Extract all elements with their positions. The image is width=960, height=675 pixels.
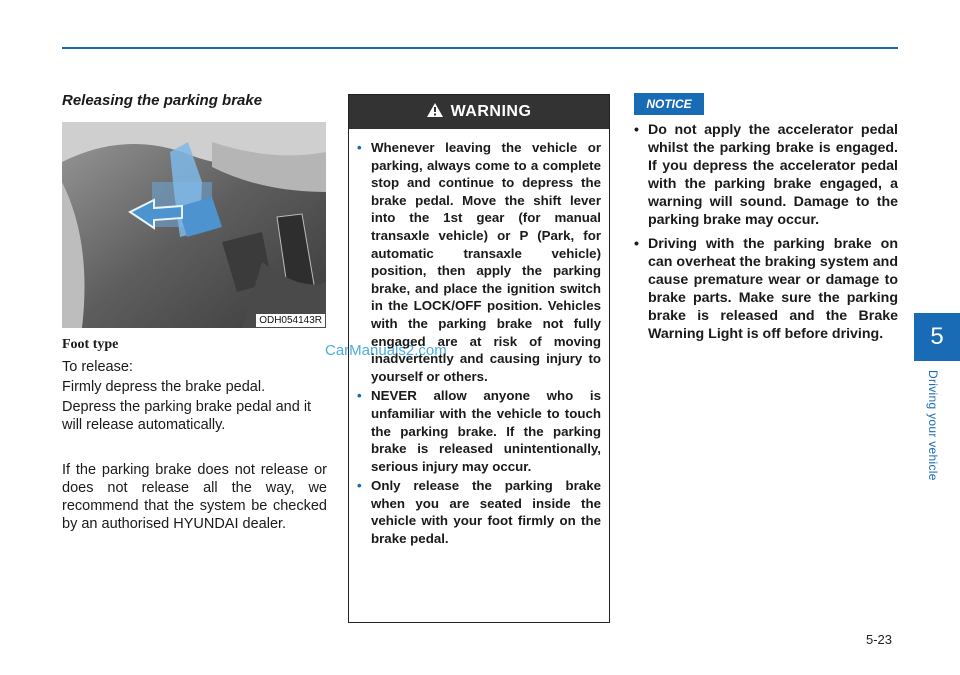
section-heading: Releasing the parking brake	[62, 92, 263, 109]
bullet-icon: •	[634, 236, 639, 252]
warning-item: • Only release the parking brake when you are seated inside the vehicle with your foot firmly on the brake pedal.	[357, 478, 601, 547]
warning-item: • Whenever leaving the vehicle or parking, always come to a complete stop and continue to depress the brake pedal. Move the shift lever into the 1st gear (for manual transaxle vehicle) or P (Park, for automatic transaxle vehicle) position, then apply the parking brake, and place the ignition switch in the LOCK/OFF position. Vehicles with the parking brake not fully engaged are at risk of moving inadvertently and causing injury to yourself or others.	[357, 140, 601, 384]
footwell-illustration	[62, 122, 326, 328]
bullet-icon: •	[634, 122, 639, 138]
release-step-1: Firmly depress the brake pedal.	[62, 379, 266, 395]
bullet-icon: •	[357, 140, 362, 155]
chapter-number-tab: 5	[914, 313, 960, 361]
figure-code: ODH054143R	[256, 314, 325, 327]
warning-item: • NEVER allow anyone who is unfamiliar with the vehicle to touch the parking brake. If the parking brake is released unintentionally, serious injury may occur.	[357, 388, 601, 474]
release-intro: To release:	[62, 359, 133, 375]
header-rule	[62, 47, 898, 49]
notice-item: • Do not apply the accelerator pedal whilst the parking brake is engaged. If you depress the accelerator pedal with the parking brake engaged, a warning will sound. Damage to the parking brake may occur.	[634, 122, 898, 228]
warning-title: WARNING	[450, 103, 532, 120]
parking-brake-pedal-photo	[62, 122, 326, 328]
warning-list	[349, 139, 609, 548]
page-number: 5-23	[866, 632, 893, 647]
bullet-icon: •	[357, 478, 362, 494]
foot-type-heading: Foot type	[62, 337, 119, 352]
release-advice: If the parking brake does not release or does not release all the way, we recommend that the system be checked by an authorised HYUNDAI dealer.	[62, 462, 327, 532]
release-step-2: Depress the parking brake pedal and it will release automatically.	[62, 399, 312, 433]
chapter-title	[918, 370, 948, 500]
watermark: CarManuals2.com	[325, 342, 447, 359]
warning-header	[349, 95, 609, 129]
notice-item: • Driving with the parking brake on can overheat the braking system and cause premature wear or damage to brake parts. Make sure the parking brake is released and the Brake Warning Light is off before driving.	[634, 236, 898, 342]
warning-box	[348, 94, 610, 623]
bullet-icon: •	[357, 388, 362, 404]
warning-triangle-icon	[427, 103, 443, 122]
chapter-title-text: Driving your vehicle	[926, 370, 940, 481]
notice-badge: NOTICE	[634, 93, 704, 115]
notice-list	[632, 121, 898, 349]
